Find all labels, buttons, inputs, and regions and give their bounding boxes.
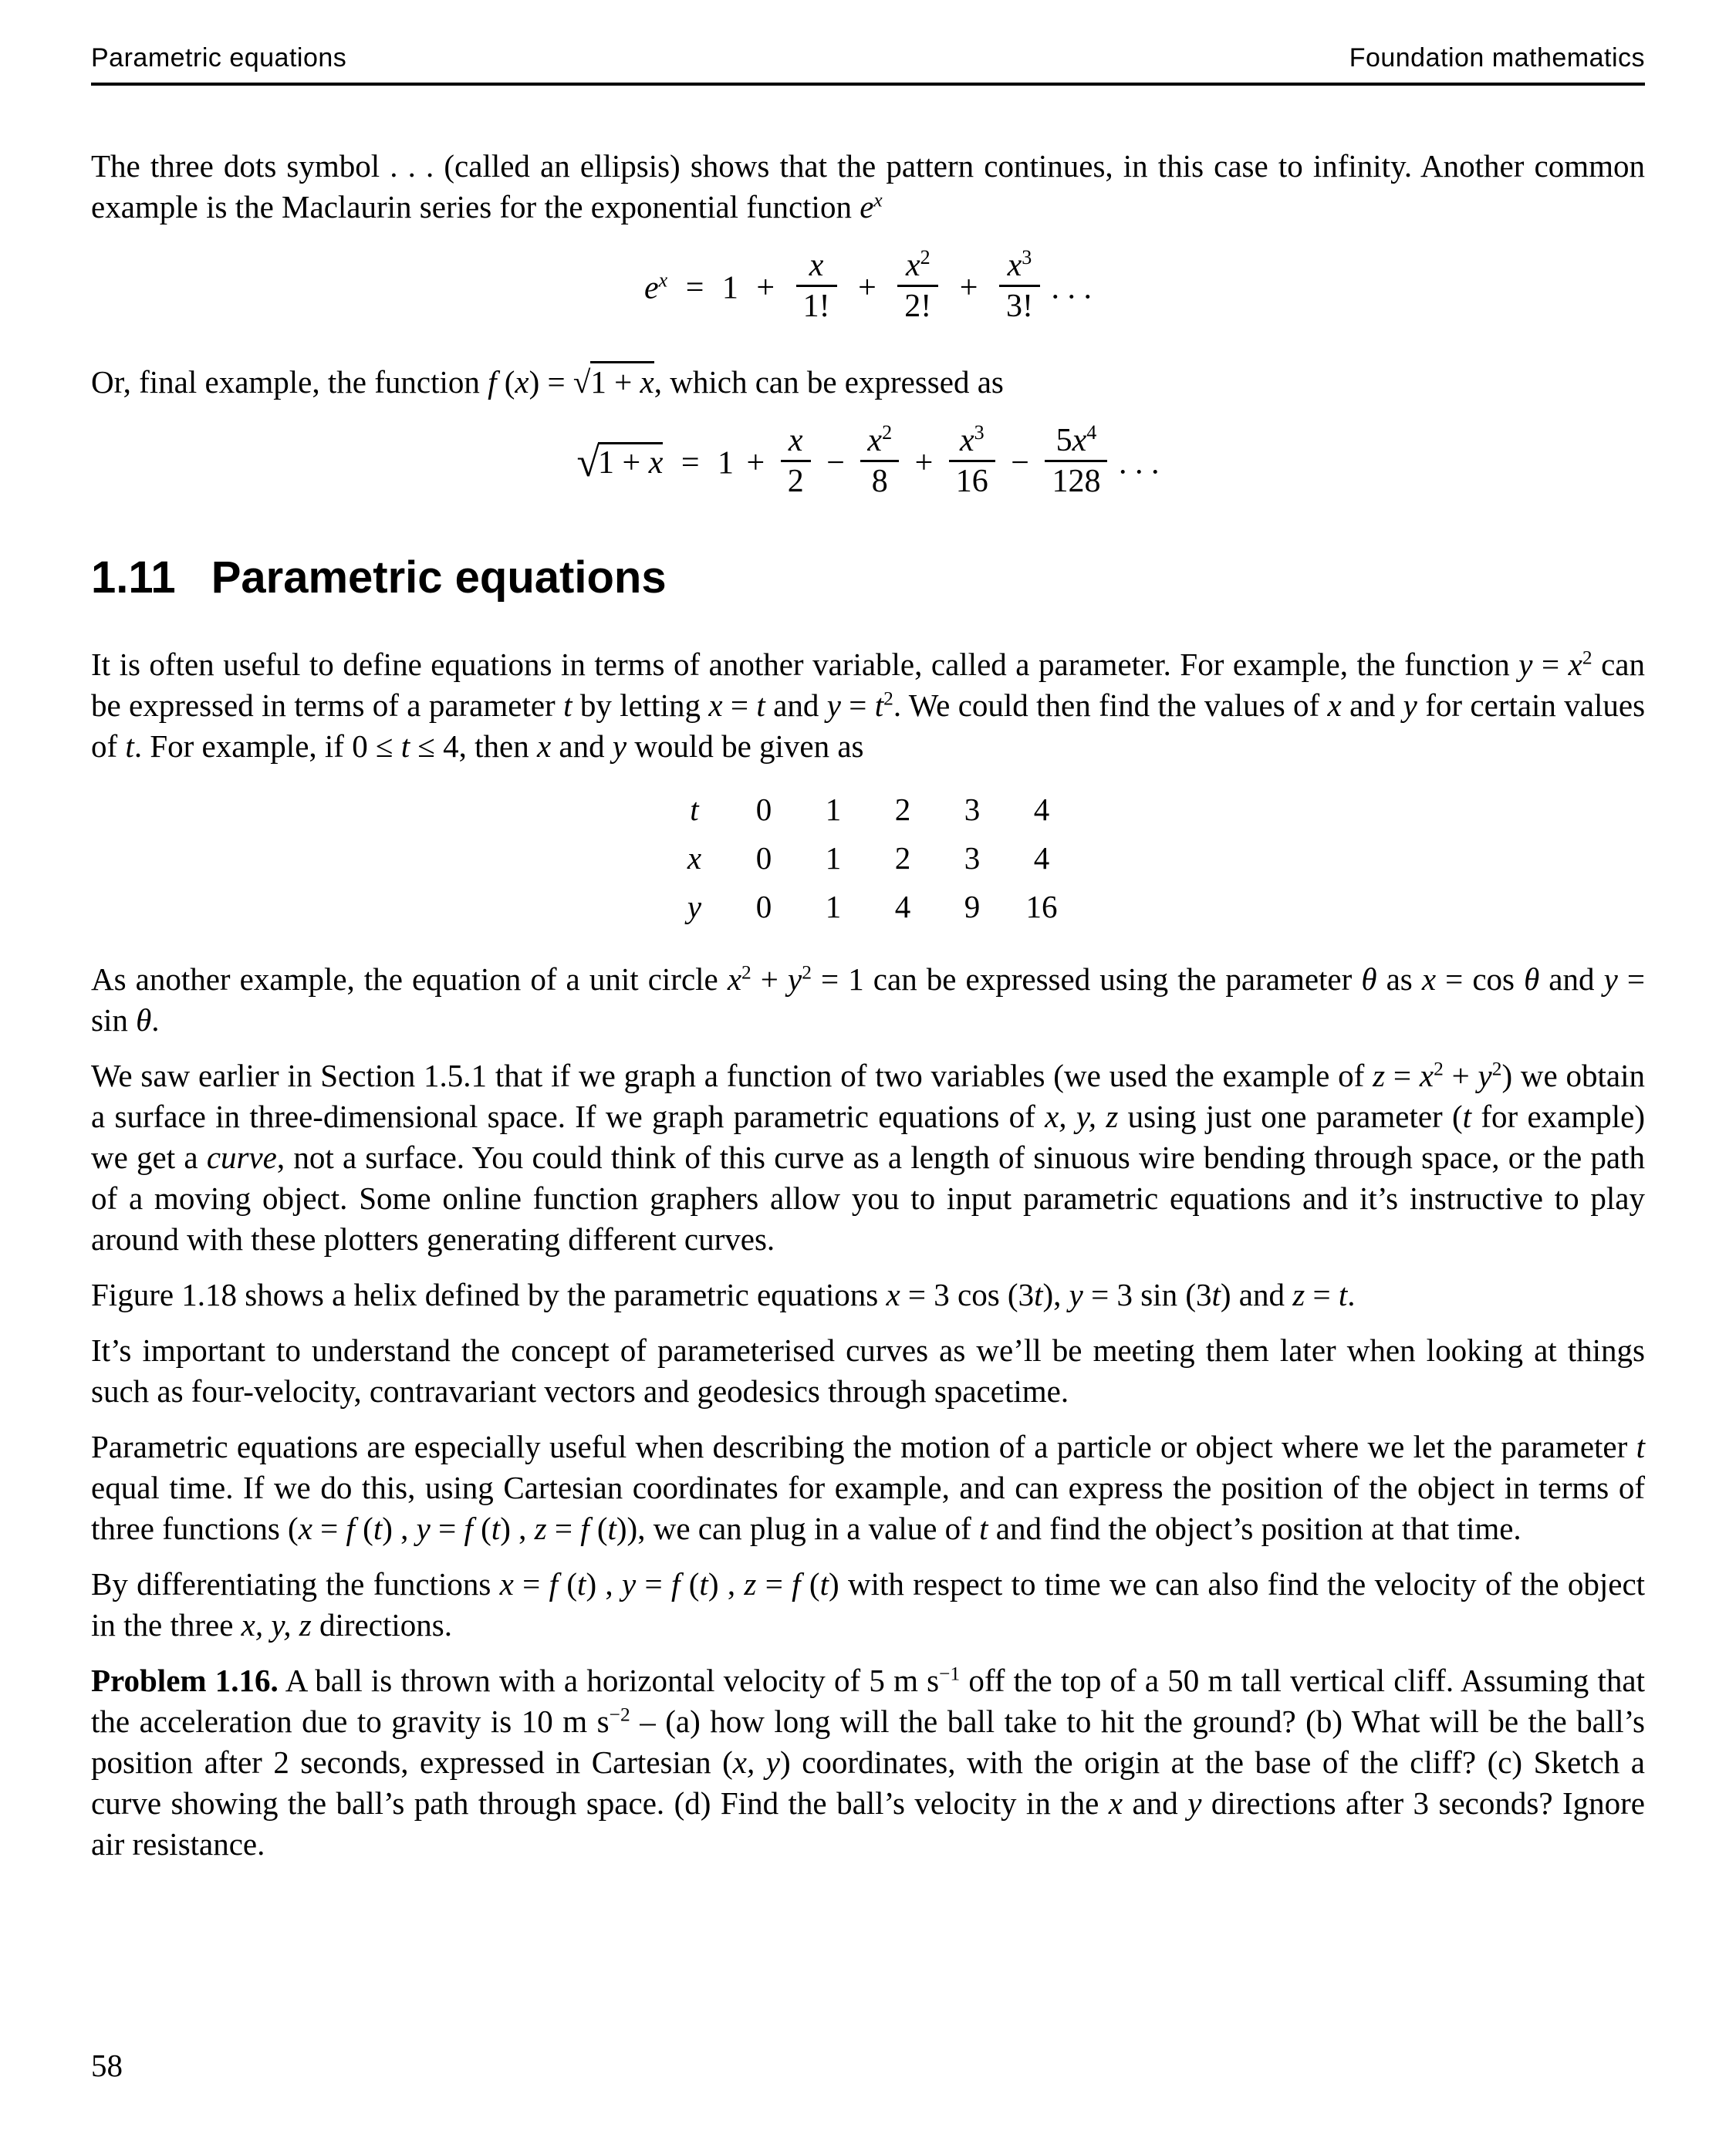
page-header: [0, 0, 1736, 73]
radicand: 1 + x: [598, 442, 663, 481]
plus-sign: +: [756, 270, 775, 306]
fraction-x3-over-3-factorial: $\frac{x^3}{3!}$: [999, 246, 1040, 326]
parameter-value-table: [660, 785, 1076, 931]
math-exponent-x: x: [658, 268, 668, 292]
paragraph-figure-helix: Figure 1.18 shows a helix defined by the parametric equations x = 3 cos (3t), y = 3 sin (3t) and z = t.: [91, 1276, 1356, 1312]
paragraph-ellipsis-intro: The three dots symbol . . . (called an ellipsis) shows that the pattern continues, in this case to infinity. Another common example is the Maclaurin series for the exponential function $e^x$: [91, 148, 1645, 225]
ellipsis-dots: . . .: [1118, 445, 1160, 481]
header-rule: [91, 83, 1645, 86]
paragraph-motion: Parametric equations are especially useful when describing the motion of a particle or object where we let the parameter t equal time. If we do this, using Cartesian coordinates for example, and can express the position of the object in terms of three functions (x = f (t) , y = f (t) , z = f (t)), we can plug in a value of t and find the object’s position at that time.: [91, 1428, 1645, 1546]
section-title: Parametric equations: [211, 552, 667, 603]
paragraph-surface-curve: We saw earlier in Section 1.5.1 that if we graph a function of two variables (we used the example of $z = x^2 + y^2$) we obtain a surface in three-dimensional space. If we graph parametric equations of x, y, z using just one parameter (t for example) we get a curve, not a surface. You could think of this curve as a length of sinuous wire bending through space, or the path of a moving object. Some online function graphers allow you to input parametric equations and it’s instructive to play around with these plotters generating different curves.: [91, 1057, 1646, 1257]
paragraph-velocity: By differentiating the functions x = f (t) , y = f (t) , z = f (t) with respect to time we can also find the velocity of the object in the three x, y, z directions.: [91, 1565, 1646, 1643]
table-row-x: x 0 1 2 3 4: [687, 839, 1050, 876]
equals-sign: =: [685, 270, 704, 306]
equals-sign: =: [681, 445, 700, 481]
paragraph-sqrt-intro: Or, final example, the function f (x) = √1 + x, which can be expressed as: [91, 362, 1645, 403]
plus-sign: +: [858, 270, 876, 306]
math-one: 1: [718, 445, 735, 481]
running-head-left: Parametric equations: [91, 43, 347, 73]
plus-sign: +: [746, 445, 765, 481]
paragraph-unit-circle: As another example, the equation of a unit circle $x^2 + y^2 = 1$ can be expressed using the parameter θ as x = cos θ and y = sin θ.: [91, 961, 1646, 1038]
ellipsis-dots: . . .: [1051, 270, 1092, 306]
math-one: 1: [721, 270, 738, 306]
fraction-x2-over-8: $\frac{x^2}{8}$: [860, 421, 899, 501]
table-row-t: t 0 1 2 3 4: [690, 791, 1050, 827]
section-heading: [91, 553, 1645, 603]
fraction-x3-over-16: $\frac{x^3}{16}$: [949, 421, 995, 501]
table-row-y: y 0 1 4 9 16: [687, 888, 1058, 924]
section-number: 1.11: [91, 552, 176, 603]
plus-sign: +: [959, 270, 978, 306]
fraction-x2-over-2-factorial: $\frac{x^2}{2!}$: [897, 246, 938, 326]
equation-exponential-series: [91, 246, 1645, 331]
fraction-x-over-1-factorial: $\frac{x}{1!}$: [796, 246, 837, 326]
running-head-right: Foundation mathematics: [1349, 43, 1645, 73]
page-number: 58: [91, 2048, 123, 2083]
equation-sqrt-series: [91, 420, 1645, 506]
minus-sign: −: [826, 445, 845, 481]
fraction-5x4-over-128: $\frac{5x^4}{128}$: [1045, 421, 1107, 501]
page-content: [91, 146, 1645, 1865]
minus-sign: −: [1011, 445, 1029, 481]
radical-sign: √: [576, 439, 600, 486]
paragraph-parameterised-importance: It’s important to understand the concept of parameterised curves as we’ll be meeting them later when looking at things such as four-velocity, contravariant vectors and geodesics through spacetime.: [91, 1332, 1645, 1409]
plus-sign: +: [914, 445, 934, 481]
paragraph-parameter-intro: It is often useful to define equations in terms of another variable, called a parameter. For example, the function $y = x^2$ can be expressed in terms of a parameter t by letting x = t and $y = t^2$. We could then find the values of x and y for certain values of t. For example, if 0 ≤ t ≤ 4, then x and y would be given as: [91, 646, 1646, 764]
fraction-x-over-2: $\frac{x}{2}$: [781, 421, 811, 501]
math-e: e: [644, 270, 659, 306]
paragraph-problem-1-16: Problem 1.16. A ball is thrown with a horizontal velocity of 5 m $s^{-1}$ off the top of a 50 m tall vertical cliff. Assuming that the acceleration due to gravity is 10 m $s^{-2} - (a)$ how long will the ball take to hit the ground? (b) What will be the ball’s position after 2 seconds, expressed in Cartesian (x, y) coordinates, with the origin at the base of the cliff? (c) Sketch a curve showing the ball’s path through space. (d) Find the ball’s velocity in the x and y directions after 3 seconds? Ignore air resistance.: [91, 1662, 1646, 1862]
